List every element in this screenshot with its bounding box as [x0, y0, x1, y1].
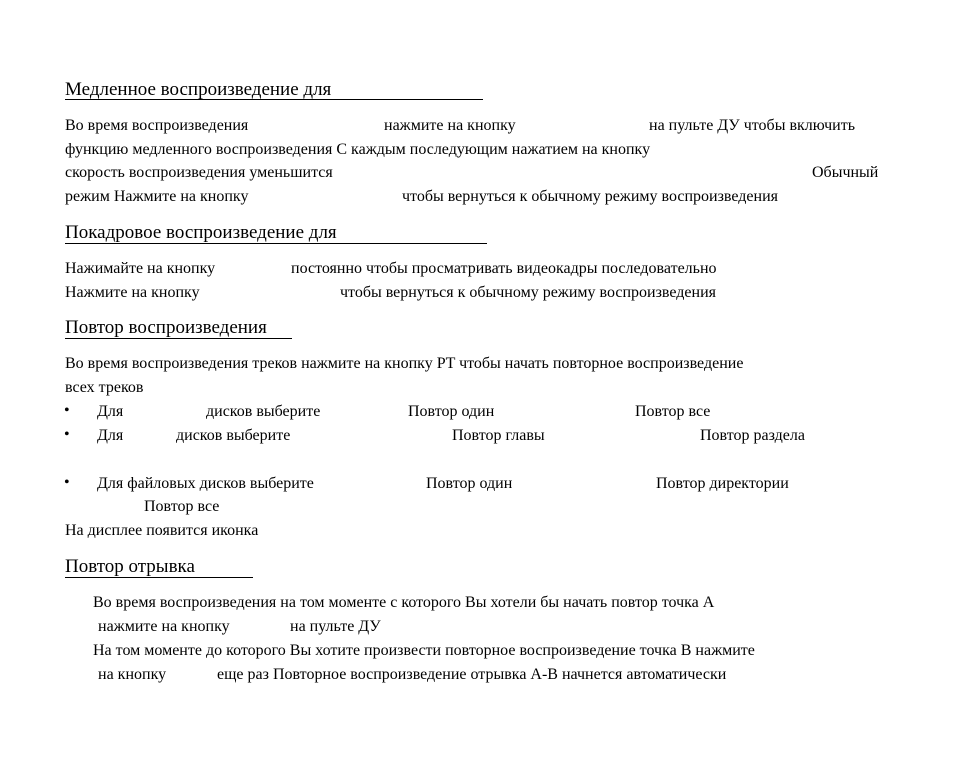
section-heading-repeat: Повтор воспроизведения — [65, 317, 267, 338]
text-fragment: Обычный — [812, 164, 879, 181]
text-fragment: дисков выберите — [176, 427, 291, 444]
text-fragment: скорость воспроизведения уменьшится — [65, 164, 333, 181]
text-fragment: нажмите на кнопку — [384, 117, 516, 134]
text-fragment: на пульте ДУ чтобы включить — [649, 117, 855, 134]
text-fragment: На дисплее появится иконка — [65, 522, 259, 539]
text-fragment: еще раз Повторное воспроизведение отрывка A-B начнется автоматически — [217, 666, 727, 683]
text-fragment: Во время воспроизведения на том моменте с которого Вы хотели бы начать повтор точка A — [93, 594, 715, 611]
text-fragment: Нажмите на кнопку — [65, 284, 200, 301]
text-fragment: Повтор главы — [452, 427, 545, 444]
heading-underline — [65, 338, 292, 339]
heading-underline — [65, 99, 483, 100]
text-fragment: дисков выберите — [206, 403, 321, 420]
text-fragment: Для — [97, 427, 124, 444]
section-heading-slow-playback: Медленное воспроизведение для — [65, 79, 332, 100]
heading-underline — [65, 577, 253, 578]
text-fragment: На том моменте до которого Вы хотите произвести повторное воспроизведение точка B нажмите — [93, 642, 755, 659]
text-fragment: Во время воспроизведения — [65, 117, 249, 134]
text-fragment: Во время воспроизведения треков нажмите на кнопку PT чтобы начать повторное воспроизведение — [65, 355, 744, 372]
section-heading-ab-repeat: Повтор отрывка — [65, 556, 195, 577]
bullet-icon: • — [64, 426, 70, 443]
heading-underline — [65, 243, 487, 244]
text-fragment: постоянно чтобы просматривать видеокадры последовательно — [291, 260, 717, 277]
text-fragment: Повтор раздела — [700, 427, 805, 444]
bullet-icon: • — [64, 402, 70, 419]
text-fragment: на кнопку — [98, 666, 167, 683]
text-fragment: чтобы вернуться к обычному режиму воспроизведения — [402, 188, 778, 205]
text-fragment: функцию медленного воспроизведения С каждым последующим нажатием на кнопку — [65, 141, 651, 158]
text-fragment: на пульте ДУ — [290, 618, 381, 635]
text-fragment: нажмите на кнопку — [98, 618, 230, 635]
text-fragment: Для — [97, 403, 124, 420]
text-fragment: режим Нажмите на кнопку — [65, 188, 249, 205]
bullet-icon: • — [64, 474, 70, 491]
section-heading-frame-by-frame: Покадровое воспроизведение для — [65, 222, 337, 243]
text-fragment: чтобы вернуться к обычному режиму воспроизведения — [340, 284, 716, 301]
text-fragment: Нажимайте на кнопку — [65, 260, 216, 277]
text-fragment: Повтор один — [426, 475, 513, 492]
text-fragment: Повтор директории — [656, 475, 789, 492]
text-fragment: Повтор все — [635, 403, 711, 420]
text-fragment: всех треков — [65, 379, 144, 396]
text-fragment: Повтор все — [144, 498, 220, 515]
text-fragment: Для файловых дисков выберите — [97, 475, 314, 492]
text-fragment: Повтор один — [408, 403, 495, 420]
